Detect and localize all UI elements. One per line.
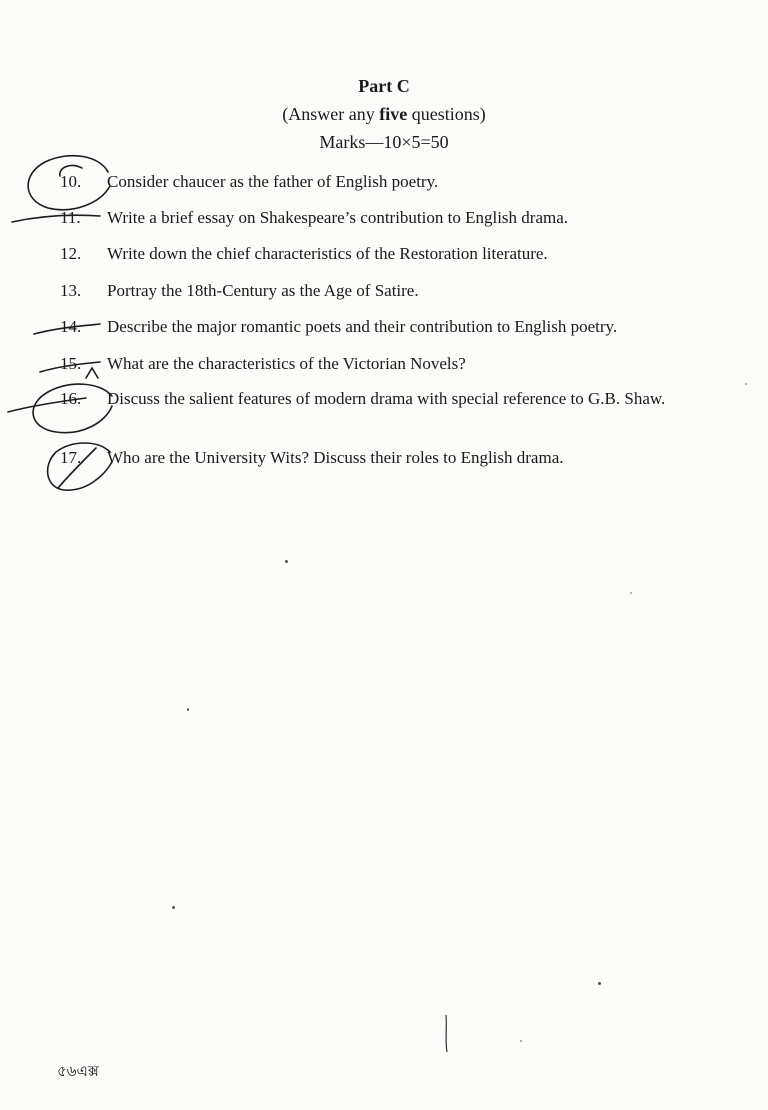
question-number: 14. <box>60 317 82 336</box>
instruction-emphasis: five <box>379 104 408 124</box>
instruction-prefix: (Answer any <box>282 104 380 124</box>
question-text: Portray the 18th-Century as the Age of Satire. <box>107 281 419 300</box>
question-text: Discuss the salient features of modern drama with special reference to G.B. Shaw. <box>107 389 666 408</box>
instruction-suffix: questions) <box>407 104 486 124</box>
ink-speck <box>630 592 632 594</box>
question-number: 17. <box>60 448 82 467</box>
page-code: ৫৬এক্স <box>57 1062 99 1080</box>
question-number: 10. <box>60 172 82 191</box>
question-number: 13. <box>60 281 82 300</box>
ink-speck <box>520 1040 522 1042</box>
ink-speck <box>187 708 189 711</box>
question-text: Who are the University Wits? Discuss their roles to English drama. <box>107 448 564 467</box>
question-text: Write a brief essay on Shakespeare’s contribution to English drama. <box>107 208 569 227</box>
question-text: Describe the major romantic poets and their contribution to English poetry. <box>107 317 618 336</box>
marks-allocation: Marks—10×5=50 <box>319 132 449 152</box>
ink-stroke-bottom <box>446 1015 447 1052</box>
question-text: Consider chaucer as the father of English poetry. <box>107 172 439 191</box>
ink-speck <box>745 383 747 385</box>
question-text: Write down the chief characteristics of the Restoration literature. <box>107 244 548 263</box>
question-number: 11. <box>60 208 81 227</box>
question-number: 16. <box>60 389 82 408</box>
ink-speck <box>285 560 288 563</box>
section-instruction <box>0 104 768 125</box>
ink-speck <box>598 982 601 985</box>
question-text: What are the characteristics of the Victorian Novels? <box>107 354 466 373</box>
section-title: Part C <box>358 76 410 96</box>
question-number: 15. <box>60 354 82 373</box>
ink-speck <box>172 906 175 909</box>
question-number: 12. <box>60 244 82 263</box>
